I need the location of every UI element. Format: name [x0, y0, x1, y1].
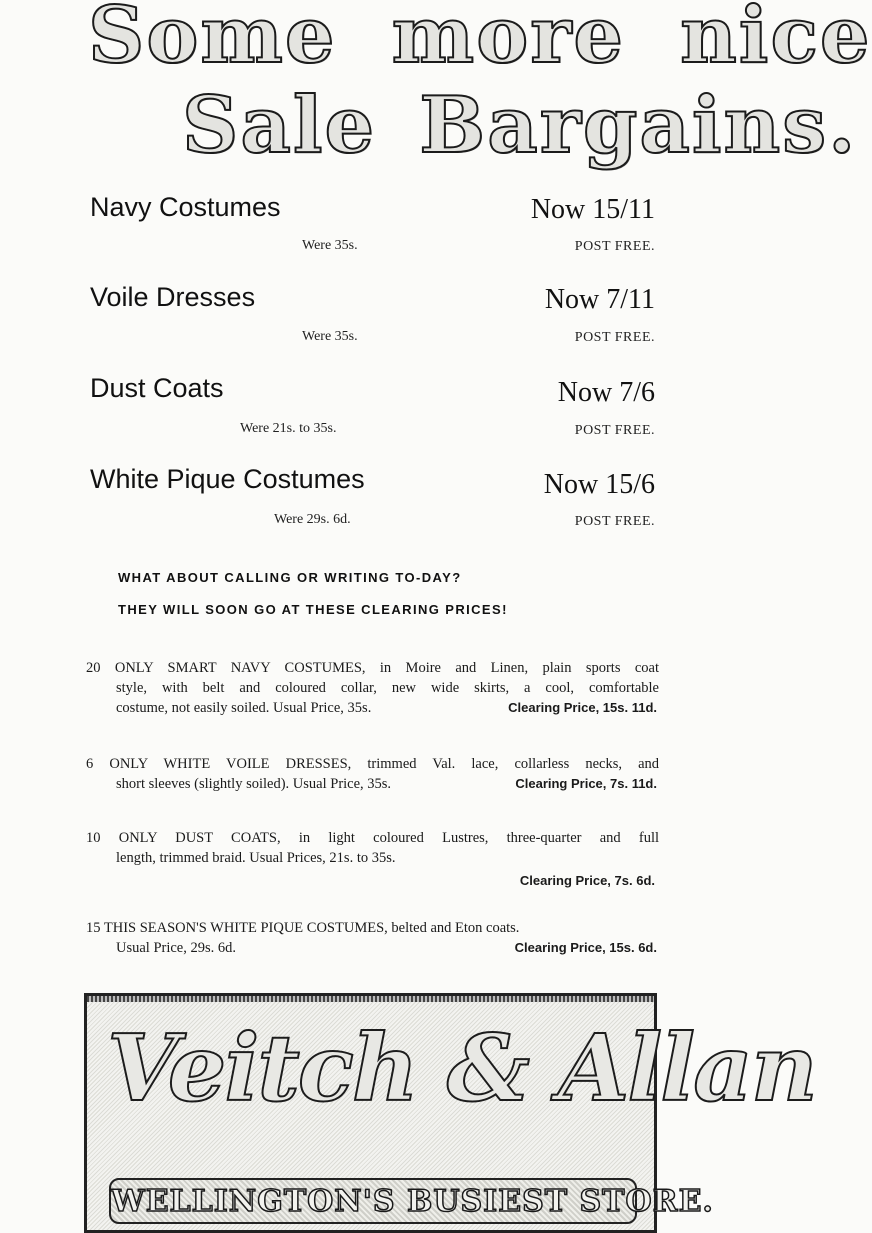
- headline-line-1: Some more nice: [88, 0, 872, 81]
- detail-line: 10 ONLY DUST COATS, in light coloured Lustres, three-quarter and full: [86, 830, 659, 846]
- detail-voile-dresses: [86, 754, 659, 794]
- store-tagline-banner: [109, 1178, 714, 1224]
- store-logo-script: Veitch & Allan: [107, 1014, 816, 1122]
- item-were-price: Were 35s.: [302, 329, 358, 344]
- item-now-price: Now 15/11: [530, 194, 655, 225]
- detail-line-text: Usual Price, 29s. 6d.: [116, 940, 237, 956]
- item-now-price: Now 7/11: [544, 284, 655, 315]
- item-name-navy-costumes: Navy Costumes: [90, 192, 281, 222]
- detail-white-pique-costumes: [86, 918, 659, 958]
- detail-line-text: short sleeves (slightly soiled). Usual Price, 35s.: [116, 776, 392, 792]
- clearing-price: Clearing Price, 7s. 6d.: [519, 873, 655, 888]
- detail-line: [86, 938, 659, 958]
- call-line-2: THEY WILL SOON GO AT THESE CLEARING PRICES!: [118, 602, 508, 617]
- detail-line: [86, 698, 659, 718]
- detail-line: 6 ONLY WHITE VOILE DRESSES, trimmed Val. lace, collarless necks, and: [86, 756, 659, 772]
- clearing-price: Clearing Price, 7s. 11d.: [515, 776, 657, 791]
- item-were-price: Were 29s. 6d.: [274, 512, 351, 527]
- detail-line: 20 ONLY SMART NAVY COSTUMES, in Moire and Linen, plain sports coat: [86, 660, 659, 676]
- call-line-1: WHAT ABOUT CALLING OR WRITING TO-DAY?: [118, 570, 462, 585]
- detail-line: 15 THIS SEASON'S WHITE PIQUE COSTUMES, belted and Eton coats.: [86, 920, 520, 936]
- detail-dust-coats: [86, 828, 659, 891]
- store-tagline: WELLINGTON'S BUSIEST STORE.: [111, 1184, 714, 1219]
- detail-line: length, trimmed braid. Usual Prices, 21s. to 35s.: [116, 850, 396, 866]
- post-free-label: POST FREE.: [574, 514, 655, 529]
- clearing-price: Clearing Price, 15s. 6d.: [514, 940, 657, 955]
- item-name-white-pique-costumes: White Pique Costumes: [90, 464, 365, 494]
- item-now-price: Now 7/6: [557, 377, 655, 408]
- detail-line: [86, 774, 659, 794]
- headline-line-2: Sale Bargains.: [182, 80, 858, 171]
- item-now-price: Now 15/6: [543, 469, 655, 500]
- post-free-label: POST FREE.: [574, 423, 655, 438]
- clearing-price: Clearing Price, 15s. 11d.: [508, 700, 657, 715]
- item-were-price: Were 21s. to 35s.: [240, 421, 337, 436]
- store-logo: [84, 993, 816, 1233]
- item-name-dust-coats: Dust Coats: [90, 373, 224, 403]
- post-free-label: POST FREE.: [574, 330, 655, 345]
- detail-line-text: costume, not easily soiled. Usual Price, 35s.: [116, 700, 372, 716]
- detail-line: [86, 871, 659, 891]
- detail-navy-costumes: [86, 658, 659, 718]
- detail-line: style, with belt and coloured collar, new wide skirts, a cool, comfortable: [116, 680, 659, 696]
- post-free-label: POST FREE.: [574, 239, 655, 254]
- item-name-voile-dresses: Voile Dresses: [90, 282, 256, 312]
- item-were-price: Were 35s.: [302, 238, 358, 253]
